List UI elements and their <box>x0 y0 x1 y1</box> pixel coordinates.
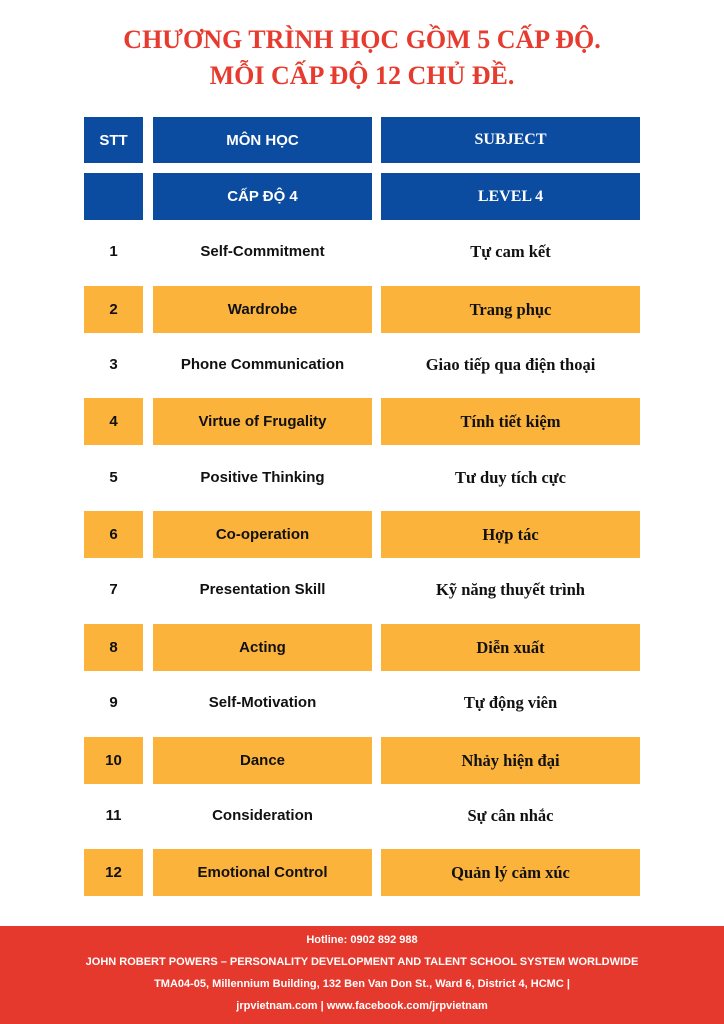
row-number: 8 <box>84 624 143 671</box>
row-subject-vn: Hợp tác <box>381 511 640 558</box>
row-number: 1 <box>109 243 118 260</box>
row-subject-en: Self-Commitment <box>200 243 325 260</box>
row-subject-vn: Tư duy tích cực <box>454 467 566 487</box>
page-title-line-2: MỖI CẤP ĐỘ 12 CHỦ ĐỀ. <box>209 61 515 90</box>
row-subject-vn: Tính tiết kiệm <box>381 398 640 445</box>
row-number: 2 <box>84 286 143 333</box>
row-subject-vn: Tự cam kết <box>470 241 551 261</box>
row-subject-en: Acting <box>153 624 372 671</box>
row-subject-en: Consideration <box>212 807 313 824</box>
row-subject-en: Co-operation <box>153 511 372 558</box>
footer-links[interactable]: jrpvietnam.com | www.facebook.com/jrpvietnam <box>236 1000 488 1012</box>
row-subject-en: Dance <box>153 737 372 784</box>
row-subject-vn: Nhảy hiện đại <box>381 737 640 784</box>
level-label-vn: CẤP ĐỘ 4 <box>153 173 372 220</box>
row-subject-vn: Sự cân nhắc <box>467 805 554 825</box>
row-number: 10 <box>84 737 143 784</box>
row-subject-en: Emotional Control <box>153 849 372 896</box>
row-number: 9 <box>109 694 118 711</box>
footer-address: TMA04-05, Millennium Building, 132 Ben Van Don St., Ward 6, District 4, HCMC | <box>154 978 570 990</box>
row-number: 5 <box>109 469 118 486</box>
row-subject-en: Positive Thinking <box>200 469 325 486</box>
row-subject-en: Phone Communication <box>180 356 345 373</box>
level-stt <box>84 173 143 220</box>
row-subject-vn: Giao tiếp qua điện thoại <box>425 354 596 374</box>
row-number: 7 <box>109 581 118 598</box>
row-subject-vn: Trang phục <box>381 286 640 333</box>
row-subject-en: Presentation Skill <box>199 581 326 598</box>
row-number: 4 <box>84 398 143 445</box>
row-subject-en: Virtue of Frugality <box>153 398 372 445</box>
row-subject-vn: Quản lý cảm xúc <box>381 849 640 896</box>
header-stt: STT <box>84 117 143 163</box>
footer-organization: JOHN ROBERT POWERS – PERSONALITY DEVELOPMENT AND TALENT SCHOOL SYSTEM WORLDWIDE <box>85 956 639 968</box>
row-subject-en: Wardrobe <box>153 286 372 333</box>
header-subject: SUBJECT <box>381 117 640 163</box>
footer <box>0 926 724 1024</box>
row-number: 6 <box>84 511 143 558</box>
row-subject-vn: Kỹ năng thuyết trình <box>436 579 585 599</box>
row-subject-en: Self-Motivation <box>208 694 317 711</box>
header-mon-hoc: MÔN HỌC <box>153 117 372 163</box>
row-number: 11 <box>105 807 122 824</box>
row-subject-vn: Diễn xuất <box>381 624 640 671</box>
row-number: 12 <box>84 849 143 896</box>
footer-hotline: Hotline: 0902 892 988 <box>306 934 418 946</box>
page-title-line-1: CHƯƠNG TRÌNH HỌC GỒM 5 CẤP ĐỘ. <box>123 25 601 54</box>
row-number: 3 <box>109 356 118 373</box>
level-label-en: LEVEL 4 <box>381 173 640 220</box>
row-subject-vn: Tự động viên <box>463 692 558 712</box>
